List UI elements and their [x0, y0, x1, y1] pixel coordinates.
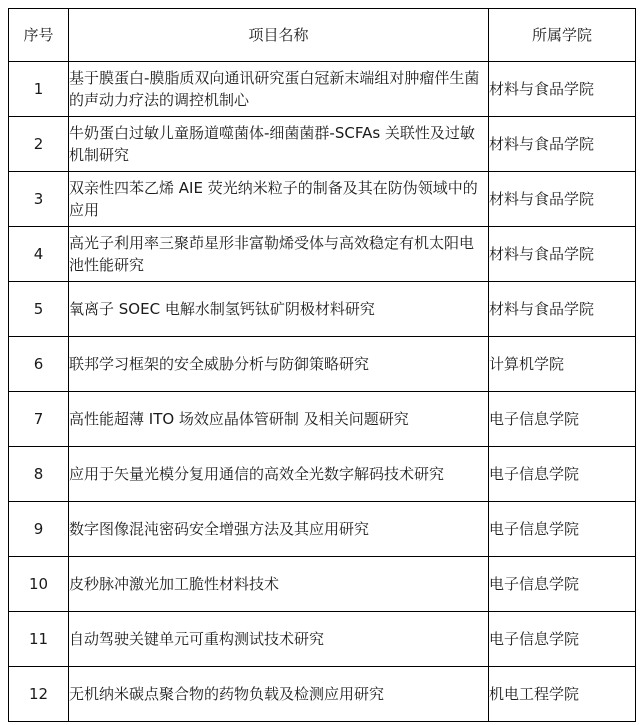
college-name: 计算机学院 [489, 337, 636, 392]
project-table [8, 8, 636, 722]
row-number: 7 [9, 392, 69, 447]
table-row [9, 62, 636, 117]
project-name: 应用于矢量光模分复用通信的高效全光数字解码技术研究 [69, 447, 489, 502]
project-name: 基于膜蛋白-膜脂质双向通讯研究蛋白冠新末端组对肿瘤伴生菌的声动力疗法的调控机制心 [69, 62, 489, 117]
header-project-name: 项目名称 [69, 9, 489, 62]
row-number: 12 [9, 667, 69, 722]
college-name: 材料与食品学院 [489, 117, 636, 172]
header-number: 序号 [9, 9, 69, 62]
row-number: 1 [9, 62, 69, 117]
row-number: 5 [9, 282, 69, 337]
project-name: 高光子利用率三聚茚星形非富勒烯受体与高效稳定有机太阳电池性能研究 [69, 227, 489, 282]
table-row [9, 172, 636, 227]
college-name: 机电工程学院 [489, 667, 636, 722]
row-number: 10 [9, 557, 69, 612]
college-name: 材料与食品学院 [489, 172, 636, 227]
college-name: 电子信息学院 [489, 557, 636, 612]
college-name: 电子信息学院 [489, 612, 636, 667]
project-name: 双亲性四苯乙烯 AIE 荧光纳米粒子的制备及其在防伪领域中的应用 [69, 172, 489, 227]
college-name: 电子信息学院 [489, 447, 636, 502]
header-college: 所属学院 [489, 9, 636, 62]
project-name: 皮秒脉冲激光加工脆性材料技术 [69, 557, 489, 612]
table-row [9, 337, 636, 392]
table-row [9, 447, 636, 502]
college-name: 电子信息学院 [489, 392, 636, 447]
college-name: 材料与食品学院 [489, 62, 636, 117]
table-row [9, 557, 636, 612]
table-row [9, 392, 636, 447]
table-row [9, 282, 636, 337]
project-name: 高性能超薄 ITO 场效应晶体管研制 及相关问题研究 [69, 392, 489, 447]
row-number: 8 [9, 447, 69, 502]
table-row [9, 667, 636, 722]
row-number: 6 [9, 337, 69, 392]
table-header-row [9, 9, 636, 62]
project-name: 联邦学习框架的安全威胁分析与防御策略研究 [69, 337, 489, 392]
row-number: 3 [9, 172, 69, 227]
project-name: 数字图像混沌密码安全增强方法及其应用研究 [69, 502, 489, 557]
row-number: 9 [9, 502, 69, 557]
college-name: 材料与食品学院 [489, 227, 636, 282]
table-row [9, 227, 636, 282]
row-number: 11 [9, 612, 69, 667]
project-name: 自动驾驶关键单元可重构测试技术研究 [69, 612, 489, 667]
table-row [9, 612, 636, 667]
row-number: 2 [9, 117, 69, 172]
college-name: 电子信息学院 [489, 502, 636, 557]
project-name: 氧离子 SOEC 电解水制氢钙钛矿阴极材料研究 [69, 282, 489, 337]
project-name: 牛奶蛋白过敏儿童肠道噬菌体-细菌菌群-SCFAs 关联性及过敏机制研究 [69, 117, 489, 172]
project-name: 无机纳米碳点聚合物的药物负载及检测应用研究 [69, 667, 489, 722]
table-row [9, 117, 636, 172]
college-name: 材料与食品学院 [489, 282, 636, 337]
row-number: 4 [9, 227, 69, 282]
table-row [9, 502, 636, 557]
